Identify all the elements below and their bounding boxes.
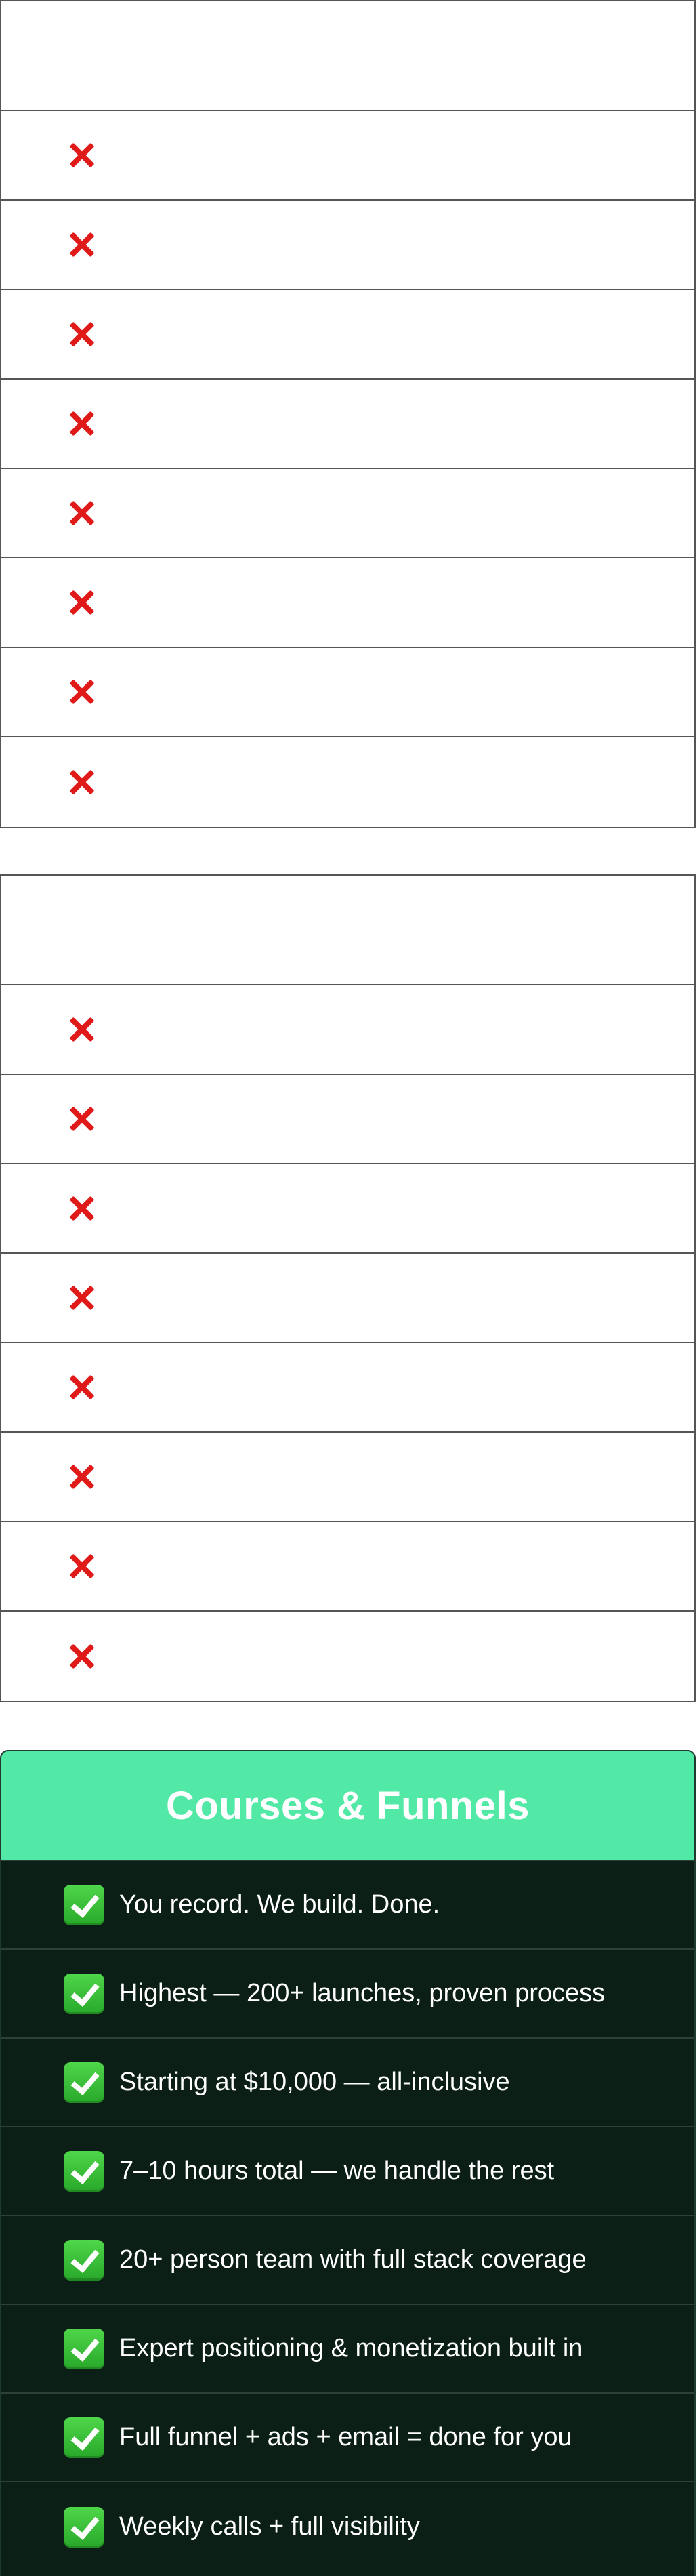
table-row [1, 985, 694, 1075]
table-row [1, 1343, 694, 1433]
table-row [1, 648, 694, 737]
feature-row [1, 2305, 694, 2394]
table-row [1, 290, 694, 380]
check-icon [64, 2507, 104, 2548]
feature-row [1, 2127, 694, 2216]
featured-header [1, 1751, 694, 1861]
feature-row [1, 2394, 694, 2482]
x-icon [66, 1372, 96, 1402]
feature-row [1, 1950, 694, 2039]
table-row [1, 558, 694, 648]
featured-title: Courses & Funnels [165, 1783, 530, 1828]
x-icon [66, 319, 96, 349]
x-icon [66, 1641, 96, 1671]
table-header [1, 1, 694, 111]
x-icon [66, 588, 96, 617]
x-icon [66, 498, 96, 528]
table-row [1, 737, 694, 827]
check-icon [64, 2240, 104, 2281]
feature-row [1, 2039, 694, 2127]
table-row [1, 380, 694, 469]
table-row [1, 1254, 694, 1343]
feature-text: Expert positioning & monetization built in [119, 2334, 583, 2363]
table-row [1, 469, 694, 558]
table-row [1, 1612, 694, 1701]
feature-row [1, 2482, 694, 2571]
comparison-table-1 [0, 0, 696, 828]
table-row [1, 1522, 694, 1612]
feature-text: 20+ person team with full stack coverage [119, 2245, 587, 2274]
feature-text: Highest — 200+ launches, proven process [119, 1979, 606, 2007]
x-icon [66, 1193, 96, 1223]
check-icon [64, 2062, 104, 2103]
x-icon [66, 1462, 96, 1492]
comparison-table-2 [0, 874, 696, 1702]
feature-text: 7–10 hours total — we handle the rest [119, 2156, 555, 2185]
x-icon [66, 1015, 96, 1044]
check-icon [64, 2417, 104, 2458]
x-icon [66, 1104, 96, 1134]
feature-row [1, 1861, 694, 1950]
x-icon [66, 140, 96, 170]
table-row [1, 1433, 694, 1522]
table-header [1, 876, 694, 985]
feature-text: Starting at $10,000 — all-inclusive [119, 2068, 510, 2096]
table-row [1, 1164, 694, 1254]
table-row [1, 1075, 694, 1164]
check-icon [64, 2329, 104, 2369]
check-icon [64, 2151, 104, 2192]
table-row [1, 111, 694, 201]
feature-text: Full funnel + ads + email = done for you [119, 2423, 572, 2451]
x-icon [66, 1551, 96, 1581]
x-icon [66, 230, 96, 260]
x-icon [66, 677, 96, 707]
x-icon [66, 767, 96, 797]
feature-row [1, 2216, 694, 2305]
check-icon [64, 1885, 104, 1925]
x-icon [66, 1283, 96, 1313]
feature-text: You record. We build. Done. [119, 1890, 440, 1919]
feature-text: Weekly calls + full visibility [119, 2512, 420, 2541]
x-icon [66, 409, 96, 438]
featured-plan-table [0, 1750, 696, 2576]
check-icon [64, 1974, 104, 2014]
table-row [1, 201, 694, 290]
